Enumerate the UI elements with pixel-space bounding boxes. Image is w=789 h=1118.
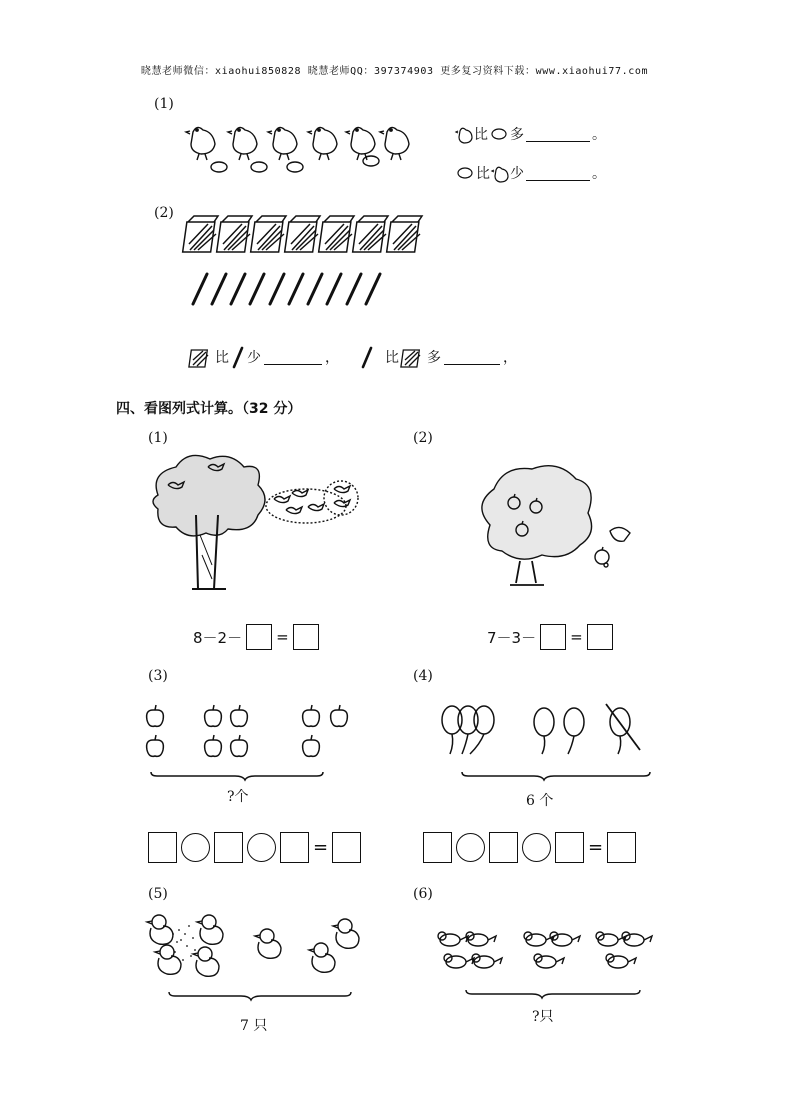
s4-q3-equation: = [148, 832, 361, 863]
q1-line1: 比 多 。 [456, 124, 606, 144]
answer-box[interactable] [293, 624, 319, 650]
egg-icon [490, 127, 508, 141]
brace-icon [151, 772, 323, 780]
brace-icon [169, 992, 351, 1000]
birds-illustration [436, 928, 661, 1000]
chick-icon [147, 915, 173, 944]
pencil-icon [361, 346, 373, 368]
answer-box[interactable] [489, 832, 518, 863]
tree-with-birds-illustration [148, 455, 363, 595]
eraser-icon [190, 345, 212, 369]
pencil-icon [232, 346, 244, 368]
s4-q2-label: (2) [413, 430, 433, 446]
answer-box[interactable] [148, 832, 177, 863]
s4-q1-label: (1) [148, 430, 168, 446]
eraser-icon [402, 345, 424, 369]
operator-circle[interactable] [181, 833, 210, 862]
answer-blank[interactable] [444, 350, 500, 365]
q1-label: (1) [154, 96, 174, 112]
hand-icon [610, 527, 630, 541]
answer-box[interactable] [607, 832, 636, 863]
s4-q6-caption: ?只 [532, 1009, 554, 1025]
s4-q1-equation: 8－2－ = [193, 624, 319, 650]
operator-circle[interactable] [456, 833, 485, 862]
hens-and-eggs-illustration [185, 120, 415, 178]
hen-icon [456, 125, 472, 143]
hen-icon [492, 164, 508, 182]
balloons-illustration [440, 700, 655, 782]
answer-box[interactable] [246, 624, 272, 650]
pencil-icon [193, 274, 207, 304]
s4-q5-label: (5) [148, 886, 168, 902]
s4-q4-label: (4) [413, 668, 433, 684]
bird-icon [438, 932, 468, 946]
answer-blank[interactable] [264, 350, 322, 365]
s4-q6-label: (6) [413, 886, 433, 902]
erasers-illustration [186, 214, 426, 256]
s4-q4-caption: 6 个 [526, 793, 554, 809]
answer-box[interactable] [587, 624, 613, 650]
q2-label: (2) [154, 205, 174, 221]
apples-illustration [145, 700, 360, 780]
answer-box[interactable] [423, 832, 452, 863]
bird-icon [274, 496, 290, 503]
answer-box[interactable] [332, 832, 361, 863]
hen-icon [186, 127, 215, 160]
q2-line: 比 少 ， 比 多 ， [190, 345, 517, 369]
operator-circle[interactable] [522, 833, 551, 862]
s4-q4-equation: = [423, 832, 636, 863]
egg-icon [211, 162, 227, 172]
q1-line2: 比 少 。 [456, 163, 606, 183]
egg-icon [456, 166, 474, 180]
apple-icon [147, 705, 164, 726]
s4-q5-caption: 7 只 [240, 1018, 268, 1034]
brace-icon [462, 772, 650, 780]
chicks-illustration [145, 912, 370, 1002]
answer-blank[interactable] [526, 127, 590, 142]
answer-blank[interactable] [526, 166, 590, 181]
answer-box[interactable] [555, 832, 584, 863]
answer-box[interactable] [214, 832, 243, 863]
s4-q2-equation: 7－3－ = [487, 624, 613, 650]
eraser-icon [183, 216, 218, 252]
page-header: 晓慧老师微信：xiaohui850828 晓慧老师QQ：397374903 更多复习资料下载：www.xiaohui77.com [140, 66, 649, 77]
apple-tree-illustration [470, 465, 640, 590]
answer-box[interactable] [280, 832, 309, 863]
s4-q3-caption: ?个 [227, 789, 249, 805]
section-title: 四、看图列式计算。（32 分） [116, 401, 302, 417]
pencils-illustration [190, 270, 395, 306]
answer-box[interactable] [540, 624, 566, 650]
s4-q3-label: (3) [148, 668, 168, 684]
operator-circle[interactable] [247, 833, 276, 862]
brace-icon [466, 990, 640, 998]
